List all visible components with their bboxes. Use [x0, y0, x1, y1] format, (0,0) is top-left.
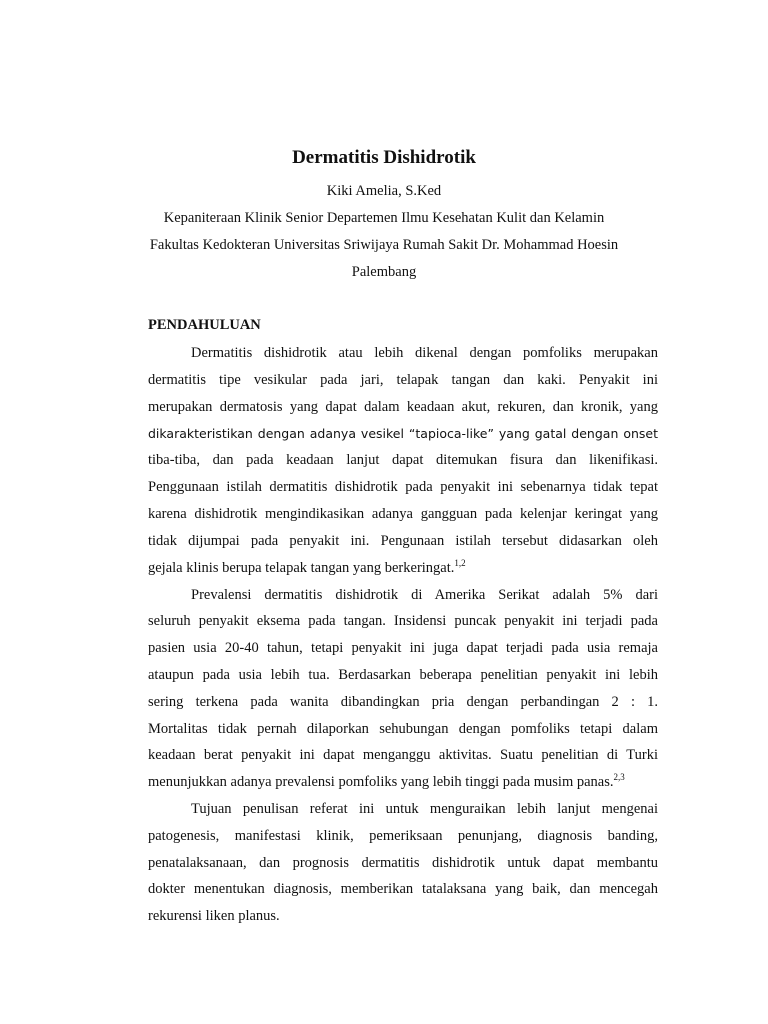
- paragraph-line: Dermatitis dishidrotik atau lebih dikenal dengan pomfoliks merupakan: [191, 345, 658, 361]
- paragraph-line: tiba-tiba, dan pada keadaan lanjut dapat ditemukan fisura dan likenifikasi.: [148, 452, 658, 468]
- citation: 1,2: [454, 558, 466, 568]
- paragraph-line: Prevalensi dermatitis dishidrotik di Amerika Serikat adalah 5% dari: [191, 587, 658, 603]
- paragraph-last-line: [148, 558, 658, 578]
- citation: 2,3: [613, 772, 625, 782]
- affiliation-line: Palembang: [351, 264, 417, 280]
- paragraph-line: tidak dijumpai pada penyakit ini. Pengunaan istilah tersebut didasarkan oleh: [148, 533, 658, 549]
- paragraph-line: dikarakteristikan dengan adanya vesikel “tapioca-like” yang gatal dengan onset: [148, 426, 658, 441]
- paragraph-line: rekurensi liken planus.: [148, 908, 280, 924]
- paragraph-line: Mortalitas tidak pernah dilaporkan sehubungan dengan pomfoliks tetapi dalam: [148, 721, 658, 737]
- paragraph-line: pasien usia 20-40 tahun, tetapi penyakit ini juga dapat terjadi pada usia remaja: [148, 640, 658, 656]
- paragraph-line: seluruh penyakit eksema pada tangan. Insidensi puncak penyakit ini terjadi pada: [148, 613, 658, 629]
- paragraph-line: penatalaksanaan, dan prognosis dermatitis dishidrotik untuk dapat membantu: [148, 855, 658, 871]
- author-name: Kiki Amelia, S.Ked: [326, 183, 442, 199]
- paragraph-line: patogenesis, manifestasi klinik, pemeriksaan penunjang, diagnosis banding,: [148, 828, 658, 844]
- affiliation-line: Kepaniteraan Klinik Senior Departemen Ilmu Kesehatan Kulit dan Kelamin: [163, 210, 605, 226]
- paragraph-line: ataupun pada usia lebih tua. Berdasarkan beberapa penelitian penyakit ini lebih: [148, 667, 658, 683]
- paragraph-line: sering terkena pada wanita dibandingkan pria dengan perbandingan 2 : 1.: [148, 694, 658, 710]
- paragraph-line: merupakan dermatosis yang dapat dalam keadaan akut, rekuren, dan kronik, yang: [148, 399, 658, 415]
- document-title: Dermatitis Dishidrotik: [292, 147, 476, 168]
- affiliation-line: Fakultas Kedokteran Universitas Sriwijaya Rumah Sakit Dr. Mohammad Hoesin: [149, 237, 619, 253]
- paragraph-line: Tujuan penulisan referat ini untuk menguraikan lebih lanjut mengenai: [191, 801, 658, 817]
- paragraph-last-line: [148, 772, 658, 792]
- paragraph-line: dokter menentukan diagnosis, memberikan tatalaksana yang baik, dan mencegah: [148, 881, 658, 897]
- paragraph-line: keadaan berat penyakit ini dapat menganggu aktivitas. Suatu penelitian di Turki: [148, 747, 658, 763]
- paragraph-line-text: menunjukkan adanya prevalensi pomfoliks yang lebih tinggi pada musim panas.: [148, 774, 614, 790]
- paragraph-line: karena dishidrotik mengindikasikan adanya gangguan pada kelenjar keringat yang: [148, 506, 658, 522]
- paragraph-line: Penggunaan istilah dermatitis dishidrotik pada penyakit ini sebenarnya tidak tepat: [148, 479, 658, 495]
- paragraph-line: dermatitis tipe vesikular pada jari, telapak tangan dan kaki. Penyakit ini: [148, 372, 658, 388]
- section-heading: PENDAHULUAN: [148, 317, 261, 333]
- paragraph-line-text: gejala klinis berupa telapak tangan yang berkeringat.: [148, 560, 455, 576]
